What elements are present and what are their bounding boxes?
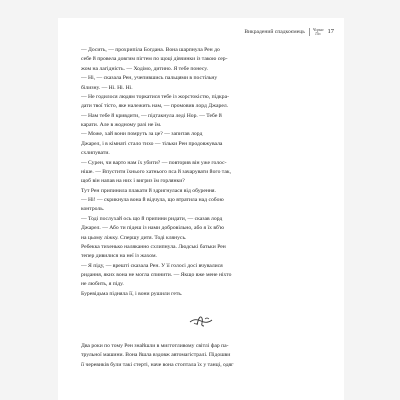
text-line: тепер дивилися на неї із жахом. bbox=[81, 253, 157, 260]
text-line: щоб він напав на них і вигриз їм горлянки? bbox=[81, 178, 185, 185]
body-text-section-1 bbox=[81, 46, 332, 299]
text-line: жом на лагідність. — Ходімо, дитино. Я тебе понесу. bbox=[81, 65, 208, 72]
body-text-section-2 bbox=[81, 342, 332, 370]
text-line: — Ні! — скрикнула вона й відчула, що втратила над собою bbox=[81, 197, 224, 203]
page-number: 17 bbox=[327, 28, 334, 36]
text-line: контроль. bbox=[81, 206, 105, 213]
text-line: Ребекка тихенько наляканно схлипнула. Людські батьки Рен bbox=[81, 243, 226, 250]
text-line: карати. Але в жодному разі не їм. bbox=[81, 122, 162, 128]
text-line: ридання, яких вона не могла спинити. — Якщо вже мене ніхто bbox=[81, 272, 232, 278]
text-line: — Не годилося людям торкатися тебе із жорстокістю, підкра- bbox=[81, 93, 229, 100]
text-line: дати твої тісто, яке належить нам, — промовив лорд Джарел. bbox=[81, 103, 229, 110]
text-line: — Тоді послухай ось що й припини ридати, — сказав лорд bbox=[81, 215, 223, 222]
text-line: Джарел, і в кімнаті стало тихо — тільки Рен продовжувала bbox=[81, 140, 223, 147]
running-title: Викрадений спадкоємець bbox=[244, 28, 305, 35]
section-divider-ornament-icon bbox=[188, 314, 214, 328]
text-line: ніше. — Впустити їхнього хатнього пса й зачарувати його так, bbox=[81, 168, 231, 175]
logo-top-text: Чорна bbox=[312, 27, 324, 32]
text-line: Тут Рен припинила плакати й здригнулася від обурення. bbox=[81, 187, 216, 194]
page-header bbox=[244, 28, 334, 36]
text-line: трульної машини. Вона йшла вздовж автомагістралі. Підошви bbox=[81, 352, 231, 359]
text-line: схлипувати. bbox=[81, 150, 110, 157]
text-line: — Досить, — прохрипіла Богдана. Вона шарпнула Рен до bbox=[81, 47, 220, 53]
text-line: білизну. — Ні. Ні. Ні. bbox=[81, 84, 133, 91]
text-line: — Сурен, чи варто нам їх убити? — повторив він уже голос- bbox=[81, 159, 227, 166]
text-line: не любить, я піду. bbox=[81, 281, 124, 288]
text-line: Буревідьма підняла її, і вони рушили геть. bbox=[81, 290, 183, 297]
text-line: — Я піду, — врешті сказала Рен. У її голосі досі вчувалися bbox=[81, 262, 223, 269]
text-line: її черевиків були такі стерті, наче вона стоптала їх у танці, одяг bbox=[81, 361, 234, 368]
text-line: — Нам тебе й кривдити, — підтакнула леді Нор. — Тебе й bbox=[81, 112, 222, 119]
text-line: — Ні, — сказала Рен, учепившись пальцями в постільну bbox=[81, 75, 218, 82]
text-line: на цьому ліжку. Спершу дитя. Тоді клянусь. bbox=[81, 234, 187, 241]
text-line: Джарел. — Або ти підеш із нами добровільно, або я їх вб'ю bbox=[81, 225, 225, 232]
publisher-logo bbox=[309, 28, 324, 36]
text-line: себе й провела довгим пігтем по щоці дівчинки із такою сер- bbox=[81, 56, 228, 63]
text-line: Два роки по тому Рен знайшли в мигготливому світлі фар па- bbox=[81, 343, 229, 349]
logo-bottom-text: Ліс bbox=[315, 30, 322, 36]
text-line: — Може, хай вони помруть за це? — запитав лорд bbox=[81, 131, 203, 138]
book-page bbox=[58, 18, 344, 400]
